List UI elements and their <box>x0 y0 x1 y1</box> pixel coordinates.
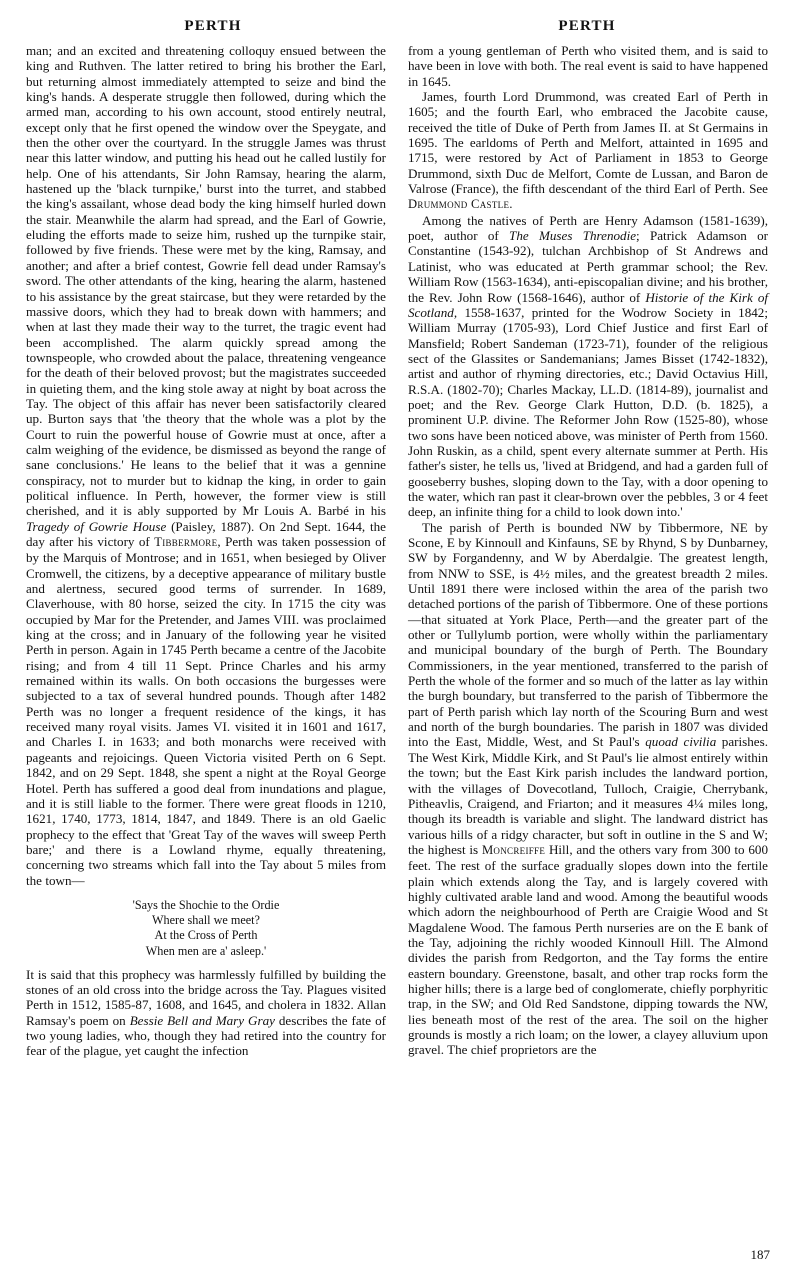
book-title-historie-kirk: Historie of the Kirk of Scotland, <box>408 289 769 320</box>
paragraph-right-3-c: 1558-1637, printed for the Wodrow Society in 1842; William Murray (1705-93), Lord Chief Justice and first Earl of Mansfield; Robert Sandeman (1723-71), founder of the religious sect of the Glassites or Sandemanians; James Bisset (1742-1832), artist and author of rhyming directories, etc.; David Octavius Hill, R.S.A. (1802-70); Charles Mackay, LL.D. (1814-89), journalist and poet; and the Rev. George Clark Hutton, D.D. (b. 1825), a prominent U.P. divine. The Reformer John Row (1525-80), whose two sons have been noticed above, was minister of Perth from 1560. John Ruskin, as a child, spent every alternate summer at Perth. His father's sister, he tells us, 'lived at Bridgend, and had a garden full of gooseberry bushes, sloping down to the Tay, with a door opening to the water, which ran past it clear-brown over the pebbles, 3 or 4 feet deep, an infinite thing for a child to look down into.' <box>408 304 768 520</box>
place-name-moncreiffe: Moncreiffe <box>481 842 546 857</box>
paragraph-left-1-cont: (Paisley, 1887). On 2nd Sept. 1644, the day after his victory of <box>26 518 386 549</box>
verse-line-3: At the Cross of Perth <box>154 928 258 943</box>
paragraph-left-2-end: describes the fate of two young ladies, who, though they had retired into the country for fear of the plague, yet caught the infection <box>26 1012 386 1059</box>
latin-term-quoad-civilia: quoad civilia <box>645 734 717 750</box>
place-name-tibbermore: Tibbermore <box>154 535 218 549</box>
poem-title-bessie-bell: Bessie Bell and Mary Gray <box>129 1012 275 1028</box>
paragraph-left-1-text: man; and an excited and threatening colloquy ensued between the king and Ruthven. The latter retired to bring his brother the Earl, but returning almost immediately attempted to seize and bind the king's hands. A desperate struggle then followed, during which the armed man, according to his own account, stood entirely neutral, except only that he first opened the window over the Speygate, and then the other over the courtyard. In the struggle James was thrust near this latter window, and putting his head out he called lustily for help. One of his attendants, Sir John Ramsay, hearing the alarm, hastened up the 'black turnpike,' burst into the turret, and stabbed the king's assailant, whose dead body the king himself hurled down the stair. Meanwhile the alarm had spread, and the Earl of Gowrie, eluding the efforts made to seize him, rushed up the turnpike stair, followed by five friends. These were met by the king, Ramsay, and another; and after a brief contest, Gowrie fell dead under Ramsay's sword. The other attendants of the king, hearing the alarm, hastened to his assistance by the great staircase, but they were retarded by the massive doors, which they had to break down with hammers; and when at last they made their way to the turret, the tragic event had been accomplished. The alarm quickly spread among the townspeople, who crowded about the palace, threatening vengeance for the death of their beloved provost; but the magistrates succeeded in quieting them, and the king stole away at night by boat across the Tay. The object of this affair has never been satisfactorily cleared up. Burton says that 'the theory that the whole was a plot by the Court to ruin the powerful house of Gowrie must at once, after a calm weighing of the evidence, be dismissed as beyond the range of sane conclusions.' He leans to the belief that it was a gennine conspiracy, not to murder but to kidnap the king, in order to gain political influence. In Perth, however, the former view is still cherished, and it is ably supported by Mr Louis A. Barbé in his <box>26 43 386 519</box>
cross-reference-drummond-castle: Drummond Castle <box>408 197 510 212</box>
header-title-right: PERTH <box>558 18 616 34</box>
paragraph-right-3-b: ; Patrick Adamson or Constantine (1543-92), tulchan Archbishop of St Andrews and Latinist, who was educated at Perth grammar school; the Rev. William Row (1563-1634), anti-episcopalian divine; and his brother, the Rev. John Row (1568-1646), author of <box>408 228 769 305</box>
paragraph-left-1 <box>26 43 386 888</box>
paragraph-right-4-b: parishes. The West Kirk, Middle Kirk, and St Paul's lie almost entirely within the town; but the East Kirk parish includes the landward portion, with the villages of Dovecotland, Tulloch, Craigie, Cherrybank, Pitheavlis, Craigend, and Friarton; and it measures 4¼ miles long, though its breadth is variable and slight. The landward district has various hills of a ridgy character, but soft in outline in the S and W; the highest is <box>408 734 768 857</box>
header-title-left: PERTH <box>184 18 242 34</box>
verse-line-2: Where shall we meet? <box>152 913 260 928</box>
right-column <box>408 43 768 1058</box>
page-headers <box>26 18 774 35</box>
paragraph-right-3 <box>408 213 768 520</box>
paragraph-right-4-a: The parish of Perth is bounded NW by Tibbermore, NE by Scone, E by Kinnoull and Kinfauns, SE by Rhynd, S by Dunbarney, SW by Forgandenny, and W by Aberdalgie. The greatest length, from NNW to SSE, is 4½ miles, and the greatest breadth 2 miles. Until 1891 there were inclosed within the area of the parish two detached portions of the parish of Tibbermore. One of these portions—that situated at York Place, Perth—and the greater part of the other or Tullylumb portion, were wholly within the parliamentary and municipal boundary of the burgh of Perth. The Boundary Commissioners, in the year mentioned, transferred to the parish of Perth the whole of the former and so much of the latter as lay within the burgh boundary, but transferred to the parish of Tibbermore the part of Perth parish which lay north of the Scouring Burn and west and north of the burgh boundaries. The parish in 1807 was divided into the East, Middle, West, and St Paul's <box>408 519 768 750</box>
verse-block <box>26 898 386 959</box>
book-title-muses-threnodie: The Muses Threnodie <box>509 228 637 244</box>
paragraph-right-3-a: Among the natives of Perth are Henry Adamson (1581-1639), poet, author of <box>408 212 768 244</box>
paragraph-right-4-c: Hill, and the others vary from 300 to 600 feet. The rest of the surface gradually slopes down into the fertile plain which extends along the Tay, and is largely covered with highly cultivated arable land and wood. Among the beautiful woods which adorn the neighbourhood of Perth are Craigie Wood and St Magdalene Wood. The famous Perth nurseries are on the E bank of the Tay, adjoining the richly wooded Kinnoull Hill. The Almond divides the parish from Redgorton, and the Tay forms the entire eastern boundary. Greenstone, basalt, and other trap rocks form the higher hills; there is a large bed of conglomerate, chiefly porphyritic trap, in the SW; and Old Red Sandstone, dipping towards the NW, lies beneath most of the rest of the area. The soil on the higher grounds is mostly a rich loam; on the lower, a clayey alluvium upon gravel. The chief proprietors are the <box>408 841 768 1058</box>
page-number: 187 <box>750 1247 770 1262</box>
verse-line-4: When men are a' asleep.' <box>145 943 267 958</box>
two-column-body <box>26 43 774 1059</box>
paragraph-left-2 <box>26 967 386 1059</box>
paragraph-right-2-end: . <box>509 196 513 212</box>
verse-line-1: 'Says the Shochie to the Ordie <box>132 897 280 912</box>
paragraph-left-2-text: It is said that this prophecy was harmlessly fulfilled by building the stones of an old cross into the bridge across the Tay. Plagues visited Perth in 1512, 1585-87, 1608, and 1645, and cholera in 1832. Allan Ramsay's poem on <box>26 966 386 1028</box>
paragraph-right-2-text: James, fourth Lord Drummond, was created Earl of Perth in 1605; and the fourth Earl, who embraced the Jacobite cause, received the title of Duke of Perth from James II. at St Germains in 1695. The earldoms of Perth and Melfort, attainted in 1695 and 1715, were restored by Act of Parliament in 1853 to George Drummond, sixth Duc de Melfort, Comte de Lussan, and Baron de Valrose (France), the fifth descendant of the third Earl of Perth. See <box>408 89 768 197</box>
paragraph-right-2 <box>408 89 768 213</box>
paragraph-right-4 <box>408 520 768 1058</box>
book-title-gowrie: Tragedy of Gowrie House <box>26 518 167 534</box>
paragraph-right-1: from a young gentleman of Perth who visited them, and is said to have been in love with both. The real event is said to have happened in 1645. <box>408 43 768 89</box>
left-column <box>26 43 386 1059</box>
paragraph-left-1-end: , Perth was taken possession of by the Marquis of Montrose; and in 1651, when besieged by Oliver Cromwell, the citizens, by a deceptive appearance of military bustle and alertness, secured good terms of surrender. In 1689, Claverhouse, with 80 horse, seized the city. In 1715 the city was occupied by Mar for the Pretender, and James VIII. was proclaimed king at the cross; and in January of the following year he visited Perth in person. Again in 1745 Perth became a centre of the Jacobite rising; and from 4 till 11 Sept. Prince Charles and his army remained within its walls. On both occasions the burgesses were subjected to a tax of several hundred pounds. Though after 1482 Perth was no longer a frequent residence of the kings, it has received many royal visits. James VI. visited it in 1601 and 1617, and Charles I. in 1633; and both monarchs were received with pageants and rejoicings. Queen Victoria visited Perth on 6 Sept. 1842, and on 29 Sept. 1848, she spent a night at the Royal George Hotel. Perth has suffered a good deal from inundations and plague, and it is still liable to the former. There were great floods in 1210, 1621, 1740, 1773, 1814, 1847, and 1849. There is an old Gaelic prophecy to the effect that 'Great Tay of the waves will sweep Perth bare;' and there is a Lowland rhyme, equally threatening, concerning two streams which fall into the Tay about 5 miles from the town— <box>26 534 386 888</box>
